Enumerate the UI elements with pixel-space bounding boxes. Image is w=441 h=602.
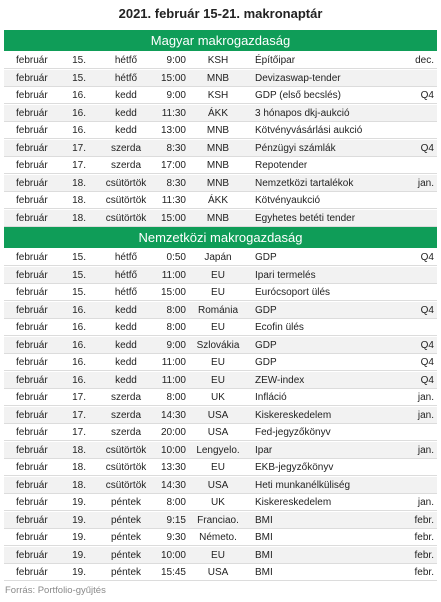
table-row <box>4 372 437 389</box>
source-cell: USA <box>207 427 229 438</box>
month-cell: február <box>16 72 48 84</box>
event-cell: Kiskereskedelem <box>255 409 332 421</box>
time-cell: 8:30 <box>166 177 186 189</box>
month-cell: február <box>16 567 48 578</box>
month-cell: február <box>16 212 48 224</box>
event-cell: Kötvényaukció <box>255 195 321 206</box>
source-cell: MNB <box>206 72 230 84</box>
table-row <box>4 477 437 494</box>
day-cell: 15. <box>72 287 86 298</box>
time-cell: 20:00 <box>160 427 186 438</box>
table-row <box>4 267 437 284</box>
event-cell: Heti munkanélküliség <box>255 479 351 491</box>
month-cell: február <box>16 304 48 316</box>
event-cell: 3 hónapos dkj-aukció <box>255 107 350 119</box>
month-cell: február <box>16 55 48 66</box>
day-cell: 16. <box>72 322 86 333</box>
event-cell: BMI <box>255 514 273 526</box>
weekday-cell: kedd <box>115 339 137 351</box>
event-cell: GDP (első becslés) <box>255 90 341 101</box>
event-cell: Ipar <box>255 444 273 456</box>
month-cell: február <box>16 177 48 189</box>
weekday-cell: szerda <box>110 409 141 421</box>
weekday-cell: csütörtök <box>105 195 147 206</box>
source-cell: Románia <box>197 304 239 316</box>
day-cell: 17. <box>72 409 86 421</box>
event-cell: Kiskereskedelem <box>255 497 332 508</box>
source-cell: Japán <box>204 252 232 263</box>
table-row <box>4 529 437 546</box>
weekday-cell: péntek <box>110 497 142 508</box>
table-row <box>4 494 437 511</box>
table-row <box>4 122 437 139</box>
time-cell: 10:00 <box>160 444 186 456</box>
weekday-cell: kedd <box>115 304 137 316</box>
calendar-title: 2021. február 15-21. makronaptár <box>118 6 323 21</box>
day-cell: 17. <box>72 160 86 171</box>
period-cell: febr. <box>414 567 434 578</box>
weekday-cell: szerda <box>110 427 141 438</box>
weekday-cell: kedd <box>115 125 137 136</box>
table-row <box>4 52 437 69</box>
source-cell: MNB <box>206 125 230 136</box>
time-cell: 11:00 <box>161 269 186 281</box>
day-cell: 16. <box>72 357 86 368</box>
day-cell: 19. <box>72 514 86 526</box>
time-cell: 11:30 <box>161 195 186 206</box>
source-note: Forrás: Portfolio-gyűjtés <box>5 585 106 596</box>
table-row <box>4 157 437 174</box>
time-cell: 11:30 <box>161 107 186 119</box>
day-cell: 15. <box>72 269 86 281</box>
event-cell: Pénzügyi számlák <box>255 142 336 154</box>
event-cell: Fed-jegyzőkönyv <box>255 427 331 438</box>
table-row <box>4 389 437 406</box>
table-row <box>4 284 437 301</box>
day-cell: 19. <box>72 497 86 508</box>
table-row <box>4 70 437 87</box>
period-cell: jan. <box>417 177 434 189</box>
day-cell: 19. <box>72 567 86 578</box>
period-cell: Q4 <box>420 374 434 386</box>
weekday-cell: csütörtök <box>105 479 147 491</box>
event-cell: BMI <box>255 567 273 578</box>
event-cell: BMI <box>255 532 273 543</box>
month-cell: február <box>16 195 48 206</box>
weekday-cell: szerda <box>110 392 141 403</box>
time-cell: 13:00 <box>160 125 186 136</box>
day-cell: 16. <box>72 90 86 101</box>
event-cell: Devizaswap-tender <box>255 72 341 84</box>
source-cell: USA <box>207 479 229 491</box>
source-cell: MNB <box>206 160 230 171</box>
event-cell: Kötvényvásárlási aukció <box>255 125 363 136</box>
time-cell: 11:00 <box>161 357 186 368</box>
event-cell: GDP <box>255 357 277 368</box>
table-row <box>4 302 437 319</box>
source-cell: Lengyelo. <box>196 444 240 456</box>
source-cell: EU <box>211 357 225 368</box>
table-row <box>4 564 437 581</box>
source-cell: MNB <box>206 142 230 154</box>
day-cell: 15. <box>72 55 86 66</box>
time-cell: 15:45 <box>160 567 186 578</box>
month-cell: február <box>16 427 48 438</box>
weekday-cell: péntek <box>110 532 142 543</box>
day-cell: 19. <box>72 532 86 543</box>
period-cell: jan. <box>417 497 434 508</box>
weekday-cell: csütörtök <box>105 177 147 189</box>
event-cell: GDP <box>255 252 277 263</box>
source-cell: ÁKK <box>207 195 228 206</box>
source-cell: Franciao. <box>197 514 239 526</box>
day-cell: 17. <box>72 142 86 154</box>
month-cell: február <box>16 339 48 351</box>
month-cell: február <box>16 374 48 386</box>
source-cell: UK <box>211 497 225 508</box>
time-cell: 13:30 <box>160 462 186 473</box>
time-cell: 15:00 <box>160 72 186 84</box>
event-cell: Eurócsoport ülés <box>255 287 331 298</box>
source-cell: MNB <box>206 177 230 189</box>
table-row <box>4 192 437 209</box>
day-cell: 16. <box>72 107 86 119</box>
table-row <box>4 442 437 459</box>
source-cell: UK <box>211 392 225 403</box>
weekday-cell: kedd <box>115 357 137 368</box>
source-cell: EU <box>211 287 225 298</box>
table-row <box>4 175 437 192</box>
source-cell: ÁKK <box>207 107 228 119</box>
event-cell: GDP <box>255 339 277 351</box>
period-cell: Q4 <box>420 90 434 101</box>
weekday-cell: hétfő <box>114 269 138 281</box>
month-cell: február <box>16 392 48 403</box>
table-row <box>4 210 437 227</box>
weekday-cell: hétfő <box>114 72 138 84</box>
day-cell: 17. <box>72 427 86 438</box>
source-cell: KSH <box>207 55 229 66</box>
period-cell: Q4 <box>420 339 434 351</box>
weekday-cell: péntek <box>110 514 142 526</box>
table-row <box>4 407 437 424</box>
source-cell: KSH <box>207 90 229 101</box>
source-cell: USA <box>207 409 229 421</box>
period-cell: Q4 <box>420 142 434 154</box>
weekday-cell: szerda <box>110 142 141 154</box>
event-cell: Egyhetes betéti tender <box>255 212 356 224</box>
month-cell: február <box>16 532 48 543</box>
weekday-cell: kedd <box>115 322 137 333</box>
month-cell: február <box>16 269 48 281</box>
period-cell: febr. <box>414 514 434 526</box>
event-cell: EKB-jegyzőkönyv <box>255 462 334 473</box>
source-cell: EU <box>211 549 225 561</box>
day-cell: 18. <box>72 212 86 224</box>
table-row <box>4 547 437 564</box>
time-cell: 17:00 <box>160 160 186 171</box>
section-header: Nemzetközi makrogazdaság <box>4 227 437 248</box>
time-cell: 0:50 <box>166 252 186 263</box>
month-cell: február <box>16 142 48 154</box>
event-cell: Repotender <box>255 160 308 171</box>
day-cell: 18. <box>72 444 86 456</box>
weekday-cell: csütörtök <box>105 462 147 473</box>
event-cell: Ecofin ülés <box>255 322 304 333</box>
month-cell: február <box>16 444 48 456</box>
weekday-cell: kedd <box>115 90 137 101</box>
weekday-cell: kedd <box>115 107 137 119</box>
weekday-cell: hétfő <box>114 55 138 66</box>
day-cell: 19. <box>72 549 86 561</box>
time-cell: 8:00 <box>166 322 186 333</box>
table-row <box>4 87 437 104</box>
month-cell: február <box>16 252 48 263</box>
event-cell: Építőipar <box>255 55 296 66</box>
period-cell: dec. <box>415 55 434 66</box>
time-cell: 15:00 <box>160 212 186 224</box>
weekday-cell: péntek <box>110 549 142 561</box>
table-row <box>4 354 437 371</box>
period-cell: Q4 <box>420 252 434 263</box>
event-cell: GDP <box>255 304 277 316</box>
time-cell: 11:00 <box>161 374 186 386</box>
period-cell: febr. <box>414 532 434 543</box>
day-cell: 16. <box>72 125 86 136</box>
time-cell: 14:30 <box>160 479 186 491</box>
day-cell: 16. <box>72 339 86 351</box>
period-cell: jan. <box>417 392 434 403</box>
month-cell: február <box>16 497 48 508</box>
table-row <box>4 319 437 336</box>
time-cell: 9:00 <box>166 90 186 101</box>
source-cell: EU <box>211 374 225 386</box>
day-cell: 17. <box>72 392 86 403</box>
table-row <box>4 140 437 157</box>
table-row <box>4 249 437 266</box>
day-cell: 15. <box>72 252 86 263</box>
month-cell: február <box>16 409 48 421</box>
source-cell: USA <box>207 567 229 578</box>
month-cell: február <box>16 125 48 136</box>
source-cell: EU <box>211 322 225 333</box>
weekday-cell: péntek <box>110 567 142 578</box>
month-cell: február <box>16 514 48 526</box>
period-cell: Q4 <box>420 304 434 316</box>
event-cell: Infláció <box>255 392 287 403</box>
period-cell: Q4 <box>420 357 434 368</box>
table-row <box>4 105 437 122</box>
source-cell: Németo. <box>199 532 237 543</box>
table-row <box>4 512 437 529</box>
source-cell: Szlovákia <box>196 339 240 351</box>
time-cell: 9:00 <box>166 339 186 351</box>
period-cell: jan. <box>417 444 434 456</box>
table-row <box>4 337 437 354</box>
month-cell: február <box>16 287 48 298</box>
weekday-cell: szerda <box>110 160 141 171</box>
period-cell: febr. <box>414 549 434 561</box>
time-cell: 8:00 <box>166 497 186 508</box>
weekday-cell: csütörtök <box>105 212 147 224</box>
day-cell: 18. <box>72 479 86 491</box>
weekday-cell: kedd <box>115 374 137 386</box>
month-cell: február <box>16 357 48 368</box>
source-cell: MNB <box>206 212 230 224</box>
month-cell: február <box>16 549 48 561</box>
day-cell: 15. <box>72 72 86 84</box>
time-cell: 15:00 <box>160 287 186 298</box>
event-cell: Ipari termelés <box>255 269 316 281</box>
period-cell: jan. <box>417 409 434 421</box>
month-cell: február <box>16 322 48 333</box>
time-cell: 14:30 <box>160 409 186 421</box>
time-cell: 9:15 <box>166 514 186 526</box>
event-cell: ZEW-index <box>255 374 305 386</box>
time-cell: 8:30 <box>166 142 186 154</box>
day-cell: 18. <box>72 177 86 189</box>
day-cell: 16. <box>72 304 86 316</box>
month-cell: február <box>16 160 48 171</box>
month-cell: február <box>16 462 48 473</box>
day-cell: 18. <box>72 462 86 473</box>
event-cell: Nemzetközi tartalékok <box>255 177 354 189</box>
weekday-cell: hétfő <box>114 252 138 263</box>
time-cell: 9:30 <box>166 532 186 543</box>
source-cell: EU <box>211 269 225 281</box>
month-cell: február <box>16 479 48 491</box>
time-cell: 8:00 <box>166 392 186 403</box>
time-cell: 9:00 <box>166 55 186 66</box>
table-row <box>4 459 437 476</box>
weekday-cell: hétfő <box>114 287 138 298</box>
table-row <box>4 424 437 441</box>
weekday-cell: csütörtök <box>105 444 147 456</box>
month-cell: február <box>16 90 48 101</box>
day-cell: 18. <box>72 195 86 206</box>
time-cell: 10:00 <box>160 549 186 561</box>
month-cell: február <box>16 107 48 119</box>
section-header: Magyar makrogazdaság <box>4 30 437 51</box>
event-cell: BMI <box>255 549 273 561</box>
day-cell: 16. <box>72 374 86 386</box>
time-cell: 8:00 <box>166 304 186 316</box>
source-cell: EU <box>211 462 225 473</box>
